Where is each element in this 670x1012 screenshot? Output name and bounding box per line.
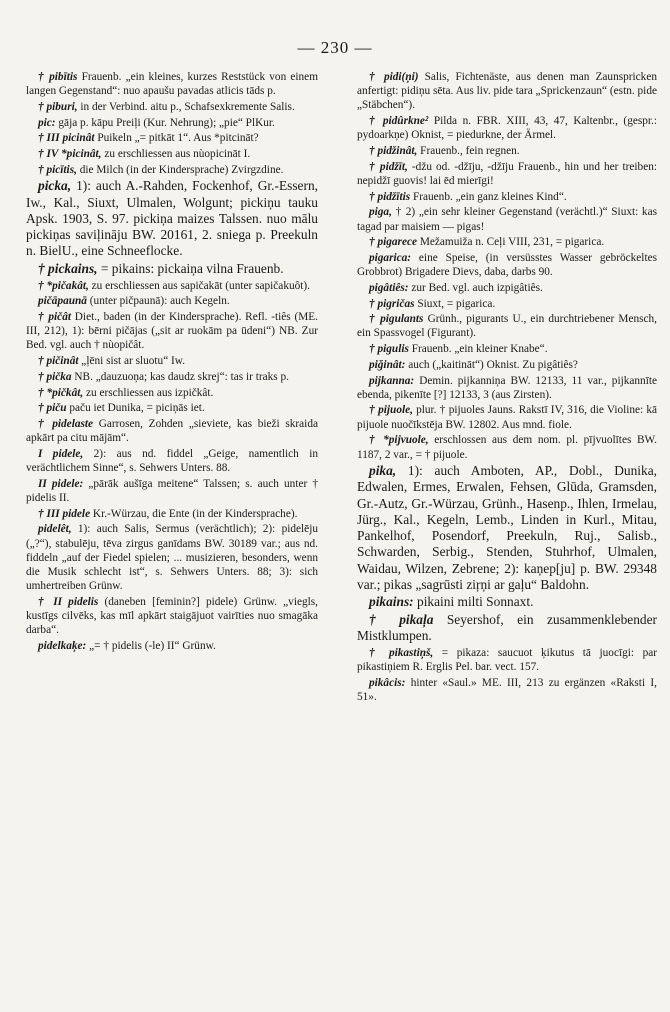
entry-text: gāja p. kāpu Preiļi (Kur. Nehrung); „pie“ PlKur. (55, 116, 275, 129)
dictionary-entry (26, 131, 318, 145)
entry-headword: II pidele: (38, 477, 84, 490)
dictionary-entry (26, 417, 318, 445)
entry-headword: pičāpaunā (38, 295, 87, 308)
entry-headword: † pička (38, 370, 72, 383)
entry-headword: † pikastiņš, (369, 647, 434, 660)
dictionary-entry (357, 358, 657, 372)
right-column (357, 70, 657, 706)
dictionary-entry (357, 403, 657, 431)
left-column (26, 70, 318, 655)
dictionary-entry (26, 310, 318, 353)
dictionary-entry (26, 447, 318, 475)
entry-headword: † piburi, (38, 100, 78, 113)
entry-text: 2): aus nd. fiddel „Geige, namentlich in verächtlichem Sinne“, s. Sehwers Unters. 88. (26, 447, 319, 475)
entry-text: zu erschliessen aus sapičakāt (unter sapičakuôt). (88, 279, 310, 292)
entry-text: NB. „dauzuoņa; kas daudz skrej“: tas ir traks p. (71, 370, 289, 383)
dictionary-entry (26, 163, 318, 177)
entry-headword: pijkanna: (369, 374, 415, 387)
dictionary-entry (357, 281, 657, 295)
entry-text: Salis, Fichtenäste, aus denen man Zaunspricken anfertigt: pidiņu sēta. Aus liv. pide tara „Sprickenzaun“ (estn. pide „Stäbchen“). (357, 71, 657, 112)
entry-text: 1): auch Amboten, AP., Dobl., Dunika, Edwalen, Ermes, Erwalen, Fehsen, Glūda, Gramsden, Gr.-Autz, Gr.-Würzau, Grünh., Hasenp., Ihlen, Irmelau, Jürg., Kal., Kegeln, Lemb., Linden in Kurl., Mitau, Pankelhof, Posendorf, Preekuln, Ruj., Salisb., Schwarden, Serbig., Stenden, Stuhrhof, Ulmalen, Waidau, Wilzen, Zebrene; 2): kaņep[ju] p. BW. 29348 var.; pikas „sagrūsti ziŗņi ar gaļu“ Baldohn. (357, 463, 657, 592)
dictionary-entry (26, 261, 318, 277)
page-number: — 230 — (297, 38, 373, 57)
entry-text: Frauenb. „ein ganz kleines Kind“. (410, 190, 567, 203)
entry-text: „= † pidelis (-le) II“ Grünw. (86, 640, 216, 653)
entry-text: Siuxt, = pigarica. (414, 297, 496, 310)
entry-headword: † II pidelis (38, 595, 99, 608)
entry-text: erschlossen aus dem nom. pl. pījvuolītes BW. 1187, 2 var., = † pijuole. (357, 434, 657, 461)
entry-headword: I pidele, (38, 447, 84, 460)
entry-text: pikaini milti Sonnaxt. (413, 594, 534, 610)
dictionary-entry (357, 251, 657, 279)
entry-text: Garrosen, Zohden „sieviete, kas bieži skraida apkārt pa citu mājām“. (26, 417, 318, 445)
dictionary-entry (357, 297, 657, 311)
entry-text: Mežamuiža n. Ceļi VIII, 231, = pigarica. (417, 236, 605, 249)
dictionary-entry (357, 205, 657, 233)
dictionary-entry (26, 639, 318, 653)
entry-headword: † pigarece (369, 236, 417, 249)
entry-headword: † pidi(ņi) (369, 71, 419, 83)
entry-headword: † III picinât (38, 132, 95, 145)
entry-text: die Milch (in der Kindersprache) Zvirgzdine. (76, 163, 284, 176)
dictionary-entry (26, 522, 318, 593)
entry-headword: picka, (38, 178, 72, 194)
dictionary-entry (26, 386, 318, 400)
entry-text: -džu od. -džīju, -džīju Frauenb., hin und her treiben: nepidžī guovis! lai ēd mierīgi! (357, 160, 657, 187)
entry-text: = pikains: pickaiņa vilna Frauenb. (97, 260, 284, 276)
entry-text: auch („kaitināt“) Oknist. Zu pigâtiês? (405, 358, 578, 371)
dictionary-entry (26, 279, 318, 293)
entry-headword: † pikaļa (369, 612, 434, 628)
dictionary-entry (357, 342, 657, 356)
entry-headword: † pidûrkne² (369, 115, 429, 128)
entry-text: Frauenb. „ein kleines, kurzes Reststück von einem langen Gegenstand“: nuo apaušu pavadas atlicis tāds p. (26, 71, 318, 98)
entry-headword: † pickains, (38, 260, 98, 276)
dictionary-entry (357, 160, 657, 188)
entry-text: Frauenb. „ein kleiner Knabe“. (408, 343, 548, 356)
entry-headword: † pičât (38, 311, 71, 324)
dictionary-entry (357, 312, 657, 340)
entry-text: Puikeln „= pitkāt 1“. Aus *pitcināt? (94, 132, 259, 145)
entry-text: paču iet Dunika, = piciņās iet. (66, 402, 205, 415)
entry-text: „ļēni sist ar sluotu“ Iw. (78, 355, 186, 368)
entry-headword: pikains: (369, 594, 414, 610)
dictionary-entry (357, 70, 657, 113)
dictionary-entry (357, 190, 657, 204)
entry-headword: pic: (38, 116, 56, 129)
entry-text: zu erschliessen aus nùopicināt I. (101, 148, 251, 161)
entry-headword: pidelêt, (38, 523, 72, 536)
entry-text: = pikaza: saucuot ķikutus tā juocīgi: par pikastiņiem R. Erglis Pel. bar. vect. 157. (357, 647, 658, 674)
entry-headword: † pigulants (369, 313, 424, 326)
entry-text: hinter «Saul.» ME. III, 213 zu ergänzen «Raksti I, 51». (357, 676, 657, 704)
entry-text: Kr.-Würzau, die Ente (in der Kindersprache). (90, 507, 298, 520)
entry-headword: † pidžītis (369, 190, 411, 203)
entry-text: Diet., baden (in der Kindersprache). Refl. -tiês (ME. III, 212), 1): bērni pičājas („sit ar ruokām pa ūdeni“) NB. Zur Bed. vgl. auch † nùopičât. (26, 311, 318, 352)
entry-text: (daneben [feminin?] pidele) Grünw. „viegls, kustīgs cilvēks, kas mīl apkārt staigājuot vairīties nuo smagāka darba“. (26, 595, 318, 637)
dictionary-entry (357, 114, 657, 142)
entry-headword: pikâcis: (369, 676, 406, 689)
entry-headword: pidelkaķe: (38, 640, 87, 653)
entry-headword: † pičinât (38, 355, 79, 368)
entry-text: „pārāk aušīga meitene“ Talssen; s. auch unter † pidelis II. (26, 477, 318, 504)
entry-text: in der Verbind. aitu p., Schafsexkremente Salis. (77, 100, 295, 113)
entry-headword: † pigričas (369, 297, 415, 310)
dictionary-entry (357, 144, 657, 158)
entry-headword: † pibītis (38, 71, 78, 83)
dictionary-entry (26, 70, 318, 98)
dictionary-entry (357, 235, 657, 249)
dictionary-entry (26, 595, 318, 638)
entry-headword: † *pičkât, (38, 386, 84, 399)
dictionary-entry (357, 433, 657, 461)
entry-headword: pigâtiês: (369, 281, 409, 294)
dictionary-entry (26, 147, 318, 161)
entry-headword: † piču (38, 402, 67, 415)
entry-headword: † pidelaste (38, 417, 94, 430)
entry-headword: † pigulis (369, 343, 409, 356)
dictionary-entry (26, 294, 318, 308)
entry-text: † 2) „ein sehr kleiner Gegenstand (verächtl.)“ Siuxt: kas tagad par maisiem — pigas! (357, 206, 657, 233)
dictionary-entry (26, 370, 318, 384)
entry-headword: † *pičakât, (38, 279, 89, 292)
entry-headword: † pidžinât, (369, 145, 418, 158)
entry-headword: piğinât: (369, 358, 406, 371)
entry-headword: † *pijvuole, (369, 434, 429, 447)
entry-text: eine Speise, (in versüsstes Wasser gebröckeltes Grobbrot) Brigadere Dievs, daba, darbs 90. (357, 251, 657, 279)
entry-headword: piga, (369, 206, 392, 219)
entry-text: zu erschliessen aus izpičkât. (83, 386, 214, 399)
dictionary-entry (26, 354, 318, 368)
dictionary-entry (26, 507, 318, 521)
entry-headword: † III pidele (38, 507, 91, 520)
entry-text: (unter pičpaunā): auch Kegeln. (86, 295, 230, 308)
entry-text: plur. † pijuoles Jauns. Rakstī IV, 316, die Violine: kā pijuole nuočīkstēja BW. 12802. Aus mnd. fiole. (357, 404, 657, 431)
entry-headword: † pijuole, (369, 404, 413, 417)
entry-headword: pika, (369, 463, 397, 479)
entry-headword: pigarica: (369, 251, 412, 264)
dictionary-entry (26, 116, 318, 130)
dictionary-entry (357, 463, 657, 593)
entry-headword: † picītis, (38, 163, 77, 176)
dictionary-entry (26, 100, 318, 114)
dictionary-entry (357, 612, 657, 644)
entry-headword: † pidžīt, (369, 160, 408, 173)
dictionary-entry (357, 676, 657, 704)
dictionary-entry (26, 401, 318, 415)
entry-text: Frauenb., fein regnen. (417, 145, 520, 158)
entry-text: 1): auch Salis, Sermus (verächtlich); 2): pidelēju („?“), stabulēju, tēva zirgus ganīdams BW. 30189 var.; aus nd. fiddeln „auf der Fiedel spielen; ... musizieren, besonders, wenn die Musik schlecht ist“, s. Sehwers Unters. 88; 3): sich umhertreiben Grünw. (26, 523, 318, 593)
dictionary-entry (357, 646, 657, 674)
dictionary-entry (26, 477, 318, 505)
entry-headword: † IV *picinât, (38, 148, 102, 161)
entry-text: Pilda n. FBR. XIII, 43, 47, Kaltenbr., (gespr.: pydoarkņe) Oknist, = piedurkne, der Ärmel. (357, 115, 657, 142)
dictionary-entry (26, 178, 318, 259)
entry-text: Demin. pijkanniņa BW. 12133, 11 var., pijkannīte ebenda, pikenīte [?] 12133, 3 (aus Zirsten). (357, 374, 657, 401)
entry-text: 1): auch A.-Rahden, Fockenhof, Gr.-Essern, Iw., Kal., Siuxt, Ulmalen, Wolgunt; pickiņu tauku Apsk. 1903, S. 97. pickiņa maizes Talssen. nuo mālu pickiņas saviļināju BW. 20161, 2. sniega p. Preekuln n. BielU., eine Schneeflocke. (26, 178, 318, 259)
entry-text: Grünh., pigurants U., ein durchtriebener Mensch, ein Spassvogel (Figurant). (357, 313, 657, 340)
dictionary-entry (357, 374, 657, 402)
entry-text: zur Bed. vgl. auch izpigâtiês. (408, 281, 543, 294)
dictionary-entry (357, 594, 657, 610)
entry-text: Seyershof, ein zusammenklebender Mistklumpen. (357, 612, 658, 644)
